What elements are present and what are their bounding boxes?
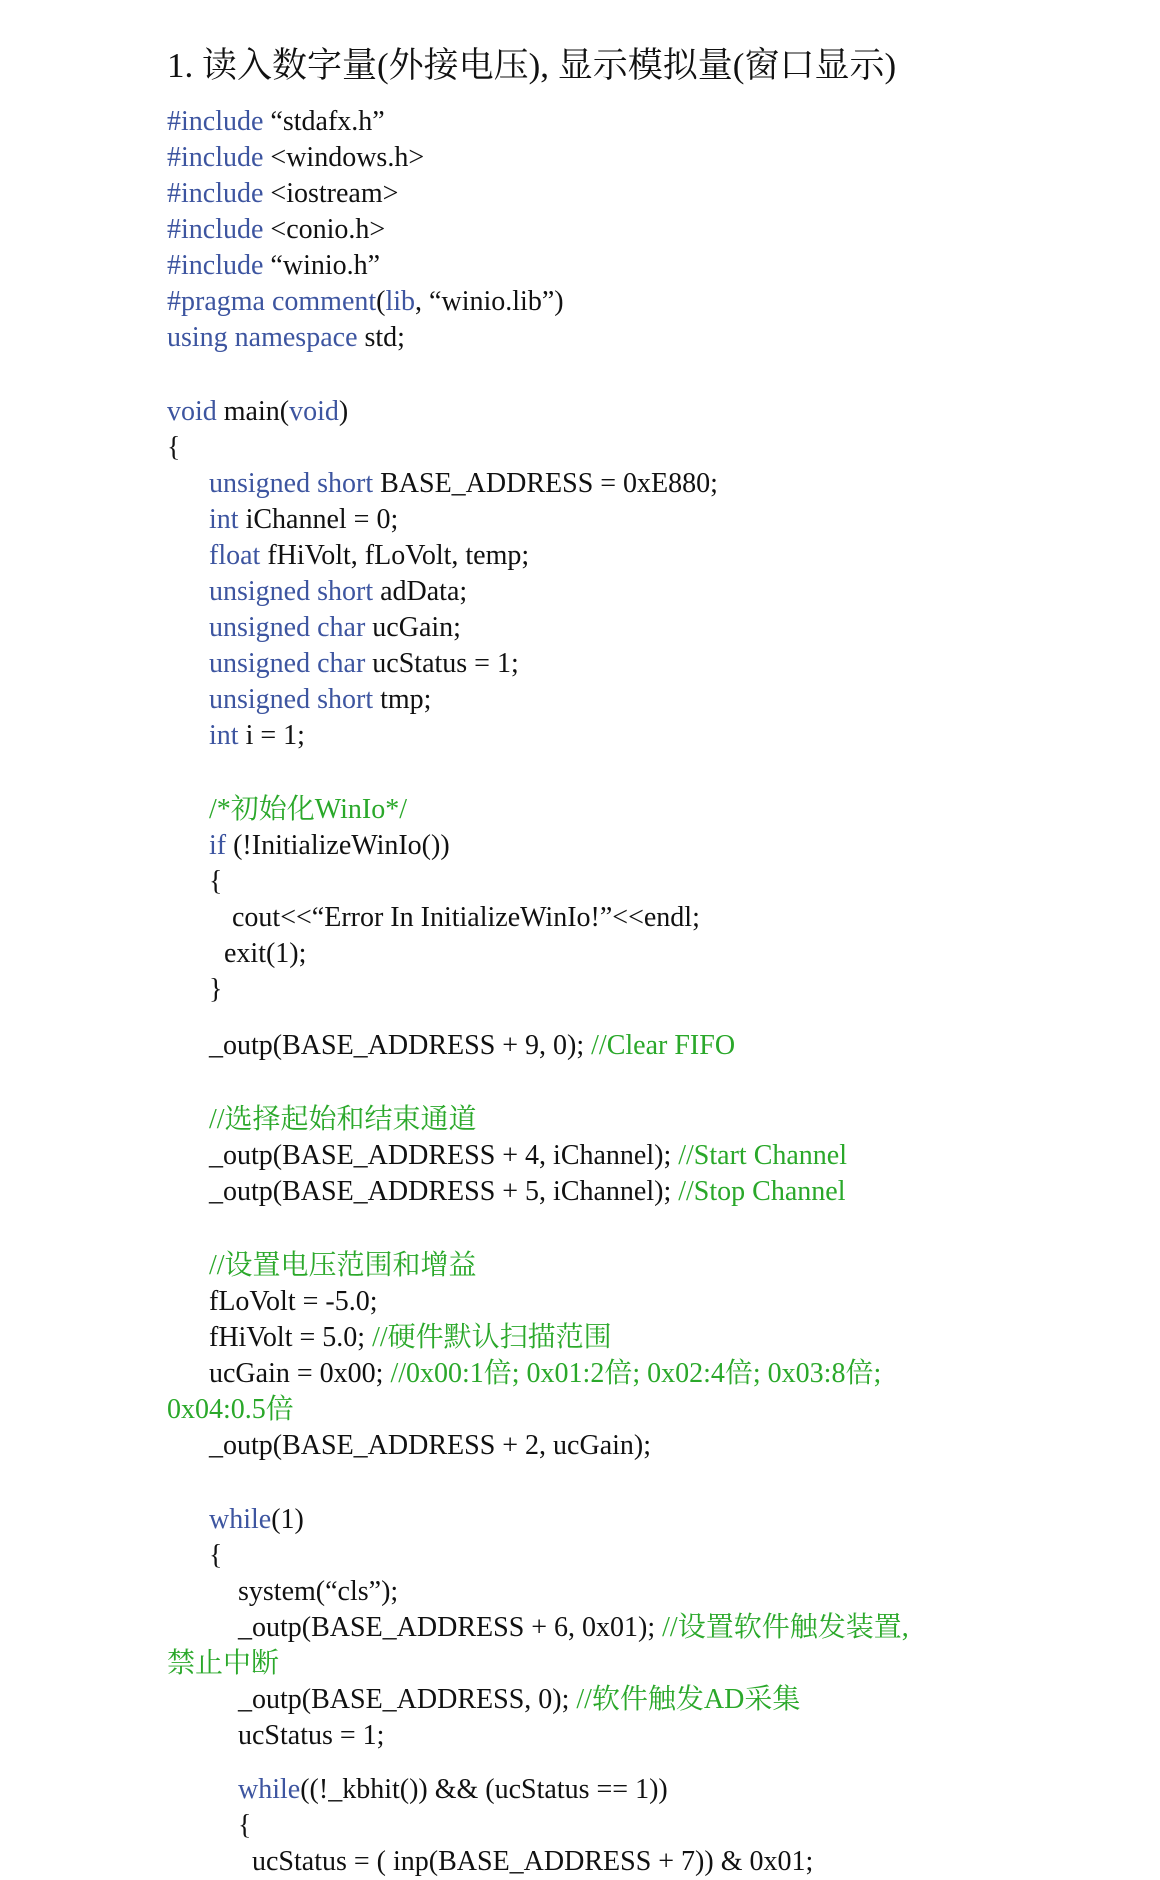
code-text: { [209, 866, 223, 897]
code-text: _outp(BASE_ADDRESS + 6, 0x01); [238, 1612, 663, 1643]
code-text: ucStatus = 1; [365, 648, 519, 679]
code-line [167, 1392, 294, 1428]
code-keyword: while [238, 1774, 301, 1805]
code-keyword: #include [167, 250, 264, 281]
code-line [252, 1844, 813, 1880]
code-keyword: #include [167, 106, 264, 137]
code-text: { [167, 432, 181, 463]
code-text: ucGain; [365, 612, 461, 643]
code-line [209, 1102, 477, 1138]
code-line [167, 320, 405, 356]
code-text: adData; [373, 576, 468, 607]
code-line [209, 1502, 304, 1538]
code-line [209, 1028, 735, 1064]
code-line [209, 538, 529, 574]
code-text: fHiVolt = 5.0; [209, 1322, 373, 1353]
code-text: i = 1; [238, 720, 305, 751]
code-line [167, 140, 424, 176]
code-line [209, 864, 222, 900]
code-keyword: #include [167, 142, 264, 173]
code-line [167, 284, 564, 320]
code-line [167, 1646, 279, 1682]
code-text: (1) [271, 1504, 304, 1535]
code-text: } [209, 974, 223, 1005]
code-line [209, 1284, 378, 1320]
code-line [209, 1174, 845, 1210]
code-text: std; [357, 322, 405, 353]
code-text: ((!_kbhit()) && (ucStatus == 1)) [300, 1774, 668, 1805]
code-line [209, 682, 431, 718]
code-line [209, 792, 407, 828]
code-line [209, 1538, 222, 1574]
code-text: <iostream> [263, 178, 399, 209]
code-line [209, 828, 450, 864]
code-keyword: if [209, 830, 227, 861]
code-line [209, 972, 222, 1008]
code-text: _outp(BASE_ADDRESS, 0); [238, 1684, 577, 1715]
code-keyword: unsigned short [209, 468, 374, 499]
code-text: tmp; [373, 684, 432, 715]
code-line [238, 1574, 398, 1610]
code-line [209, 718, 305, 754]
code-line [238, 1772, 668, 1808]
code-line [232, 900, 700, 936]
code-line [167, 394, 348, 430]
code-text: _outp(BASE_ADDRESS + 5, iChannel); [209, 1176, 679, 1207]
code-keyword: #include [167, 214, 264, 245]
code-text: system(“cls”); [238, 1576, 399, 1607]
code-keyword: lib [385, 286, 416, 317]
code-line [238, 1718, 384, 1754]
code-text: <windows.h> [263, 142, 425, 173]
code-text: { [238, 1810, 252, 1841]
code-line [209, 502, 398, 538]
code-line [209, 646, 519, 682]
code-keyword: void [289, 396, 339, 427]
code-comment: 禁止中断 [167, 1648, 280, 1679]
code-comment: //0x00:1倍; 0x01:2倍; 0x02:4倍; 0x03:8倍; [390, 1358, 882, 1389]
code-comment: //Start Channel [678, 1140, 848, 1171]
code-line [209, 1138, 847, 1174]
code-keyword: float [209, 540, 261, 571]
code-text: fLoVolt = -5.0; [209, 1286, 378, 1317]
code-text: BASE_ADDRESS = 0xE880; [373, 468, 718, 499]
code-text: ucStatus = 1; [238, 1720, 385, 1751]
code-text: iChannel = 0; [238, 504, 399, 535]
code-comment: //设置软件触发装置, [662, 1612, 909, 1643]
code-line [224, 936, 306, 972]
code-keyword: while [209, 1504, 272, 1535]
code-comment: //设置电压范围和增益 [209, 1250, 477, 1281]
code-line [238, 1808, 251, 1844]
code-text: cout<<“Error In InitializeWinIo!”<<endl; [232, 902, 700, 933]
code-text: “stdafx.h” [263, 106, 385, 137]
code-text: , “winio.lib”) [415, 286, 564, 317]
code-text: ) [338, 396, 349, 427]
code-comment: //硬件默认扫描范围 [372, 1322, 612, 1353]
code-comment: 0x04:0.5倍 [167, 1394, 294, 1425]
code-line [238, 1682, 800, 1718]
code-text: ( [376, 286, 386, 317]
code-line [167, 104, 385, 140]
code-line [209, 1428, 651, 1464]
code-keyword: unsigned short [209, 684, 374, 715]
code-keyword: int [209, 504, 239, 535]
code-keyword: using namespace [167, 322, 358, 353]
code-text: { [209, 1540, 223, 1571]
code-text: _outp(BASE_ADDRESS + 4, iChannel); [209, 1140, 679, 1171]
code-text: main( [216, 396, 290, 427]
page-title: 1. 读入数字量(外接电压), 显示模拟量(窗口显示) [167, 46, 897, 85]
code-line [209, 610, 461, 646]
code-line [209, 1356, 881, 1392]
code-comment: /*初始化WinIo*/ [209, 794, 407, 825]
code-comment: //选择起始和结束通道 [209, 1104, 477, 1135]
code-line [167, 212, 385, 248]
code-text: <conio.h> [263, 214, 386, 245]
code-comment: //Stop Channel [678, 1176, 846, 1207]
code-text: “winio.h” [263, 250, 381, 281]
code-keyword: #pragma comment [167, 286, 377, 317]
code-text: (!InitializeWinIo()) [226, 830, 450, 861]
code-line [209, 574, 467, 610]
code-comment: //软件触发AD采集 [576, 1684, 801, 1715]
code-keyword: unsigned char [209, 648, 366, 679]
code-line [209, 466, 718, 502]
code-text: exit(1); [224, 938, 307, 969]
code-text: fHiVolt, fLoVolt, temp; [260, 540, 530, 571]
code-comment: //Clear FIFO [591, 1030, 736, 1061]
code-keyword: unsigned short [209, 576, 374, 607]
code-keyword: #include [167, 178, 264, 209]
code-line [209, 1248, 477, 1284]
code-text: _outp(BASE_ADDRESS + 9, 0); [209, 1030, 592, 1061]
code-line [167, 176, 398, 212]
code-keyword: int [209, 720, 239, 751]
code-line [209, 1320, 612, 1356]
code-line [167, 248, 380, 284]
code-keyword: void [167, 396, 217, 427]
code-keyword: unsigned char [209, 612, 366, 643]
code-text: _outp(BASE_ADDRESS + 2, ucGain); [209, 1430, 652, 1461]
code-text: ucStatus = ( inp(BASE_ADDRESS + 7)) & 0x01; [252, 1846, 814, 1877]
code-text: ucGain = 0x00; [209, 1358, 391, 1389]
code-line [167, 430, 180, 466]
code-line [238, 1610, 909, 1646]
